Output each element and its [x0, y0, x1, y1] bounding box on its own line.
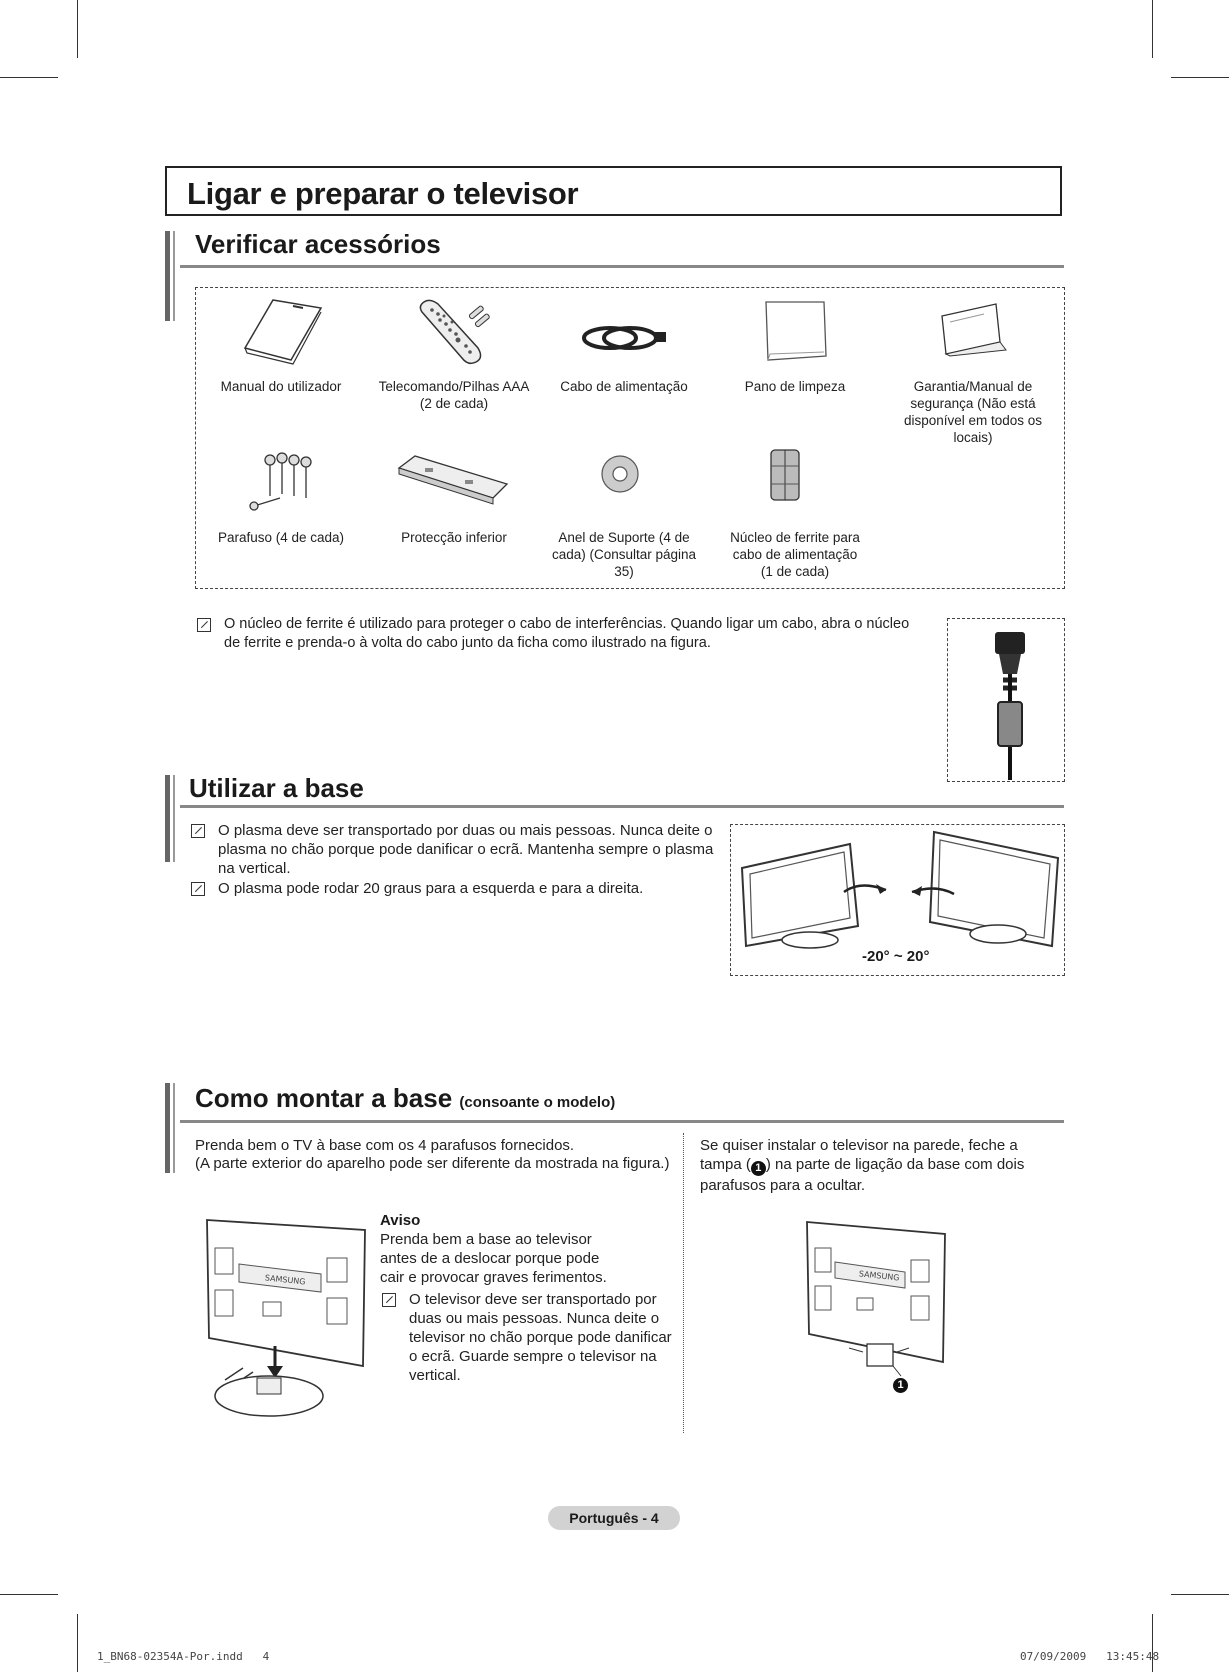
accessory-label: Protecção inferior — [401, 530, 507, 545]
accessory-label: Cabo de alimentação — [560, 379, 688, 394]
crop-mark — [1171, 1594, 1229, 1595]
section-bar — [173, 775, 175, 862]
accessory-label: Anel de Suporte (4 de cada) (Consultar página 35) — [551, 530, 697, 579]
stand-note-1: O plasma deve ser transportado por duas ou mais pessoas. Nunca deite o plasma no chão porque pode danificar o ecrã. Mantenha sempre o plasma na vertical. — [218, 822, 714, 877]
section-underline — [180, 265, 1064, 268]
wall-mount-instruction — [700, 1136, 1040, 1195]
tv-back-with-stand-illustration — [205, 1218, 370, 1423]
crop-mark — [1152, 0, 1153, 58]
remote-control-icon — [418, 296, 498, 366]
page-title: Ligar e preparar o televisor — [187, 176, 579, 211]
note-icon — [191, 882, 205, 896]
section-title-assemble-text: Como montar a base — [195, 1083, 453, 1113]
rotation-label: -20° ~ 20° — [862, 948, 930, 965]
warranty-card-icon — [940, 302, 1010, 358]
wall-mount-text-a: Se quiser instalar o televisor na parede, feche a tampa ( — [700, 1137, 1018, 1173]
brand-logo: SAMSUNG — [858, 1269, 900, 1283]
accessory-label: Telecomando/Pilhas AAA (2 de cada) — [378, 379, 530, 411]
tv-back-cover-illustration — [805, 1220, 950, 1395]
section-title-stand: Utilizar a base — [189, 773, 364, 803]
accessory-label: Garantia/Manual de segurança (Não está disponível em todos os locais) — [903, 379, 1043, 445]
ferrite-note: O núcleo de ferrite é utilizado para proteger o cabo de interferências. Quando ligar um cabo, abra o núcleo de ferrite e prenda-o à volta do cabo junto da ficha como ilustrado na figura. — [224, 616, 910, 651]
section-underline — [180, 1120, 1064, 1123]
section-title-suffix: (consoante o modelo) — [459, 1094, 616, 1111]
crop-mark — [0, 77, 58, 78]
page-footer: Português - 4 — [548, 1506, 680, 1530]
accessory-label: Parafuso (4 de cada) — [217, 530, 345, 545]
note-icon — [197, 618, 211, 632]
crop-mark — [1152, 1614, 1153, 1672]
accessory-label: Pano de limpeza — [744, 379, 846, 394]
slug-left: 1_BN68-02354A-Por.indd 4 — [97, 1650, 270, 1663]
wall-mount-text-b: ) na parte de ligação da base com dois parafusos para a ocultar. — [700, 1156, 1025, 1194]
column-divider — [683, 1133, 684, 1433]
crop-mark — [77, 0, 78, 58]
manual-icon — [243, 298, 323, 363]
crop-mark — [0, 1594, 58, 1595]
section-title-assemble — [195, 1083, 615, 1114]
assemble-note: (A parte exterior do aparelho pode ser diferente da mostrada na figura.) — [195, 1155, 670, 1172]
bottom-cover-icon — [395, 454, 511, 504]
crop-mark — [77, 1614, 78, 1672]
tv-rotation-illustration — [740, 828, 1060, 958]
screws-icon — [250, 452, 320, 512]
brand-logo: SAMSUNG — [264, 1273, 306, 1287]
warning-text: Prenda bem a base ao televisor antes de a deslocar porque pode cair e provocar graves ferimentos. — [380, 1231, 607, 1286]
warning-title: Aviso — [380, 1212, 421, 1229]
slug-right: 07/09/2009 13:45:48 — [1020, 1650, 1160, 1663]
note-icon — [191, 824, 205, 838]
marker-1: 1 — [893, 1378, 908, 1393]
note-icon — [382, 1293, 396, 1307]
section-bar — [165, 231, 170, 321]
section-bar — [165, 775, 170, 862]
section-bar — [165, 1083, 170, 1173]
cleaning-cloth-icon — [760, 298, 830, 362]
accessory-label: Núcleo de ferrite para cabo de alimentação (1 de cada) — [730, 530, 860, 579]
section-underline — [180, 805, 1064, 808]
section-bar — [173, 231, 175, 321]
accessory-label: Manual do utilizador — [220, 379, 342, 394]
section-bar — [173, 1083, 175, 1173]
assemble-instruction: Prenda bem o TV à base com os 4 parafusos fornecidos. — [195, 1137, 575, 1154]
crop-mark — [1171, 77, 1229, 78]
section-title-accessories: Verificar acessórios — [195, 229, 441, 259]
stand-note-2: O plasma pode rodar 20 graus para a esquerda e para a direita. — [218, 880, 644, 897]
plug-with-ferrite-icon — [985, 630, 1035, 780]
power-cord-icon — [580, 318, 670, 358]
marker-1-inline: 1 — [751, 1161, 766, 1176]
page-title-box — [165, 166, 1062, 216]
warning-note: O televisor deve ser transportado por duas ou mais pessoas. Nunca deite o televisor no chão porque pode danificar o ecrã. Guarde sempre o televisor na vertical. — [409, 1291, 672, 1384]
ferrite-core-icon — [765, 446, 805, 504]
holder-ring-icon — [600, 454, 640, 494]
